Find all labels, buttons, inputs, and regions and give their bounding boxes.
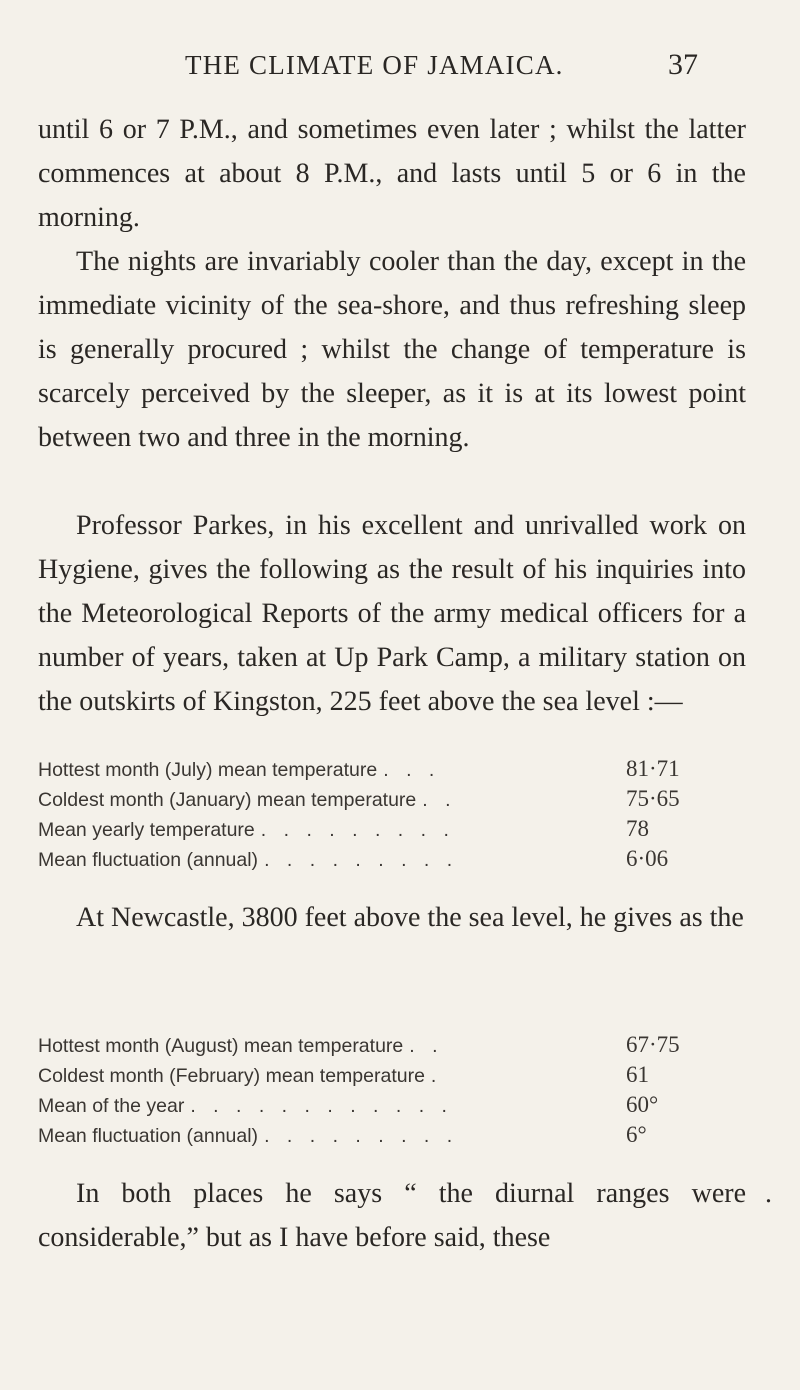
- row-label: Hottest month (July) mean temperature: [38, 759, 378, 781]
- newcastle-temperature-table: [38, 1032, 698, 1152]
- table-row: [38, 816, 698, 846]
- stray-mark: .: [765, 1178, 772, 1209]
- row-label: Hottest month (August) mean temperature: [38, 1035, 404, 1057]
- dot-leader: . . . . . . . . .: [264, 1125, 459, 1147]
- paragraph-continuation: until 6 or 7 P.M., and sometimes even later ; whilst the latter commences at about 8 P.M., and lasts until 5 or 6 in the morning.: [38, 114, 746, 233]
- table-row: [38, 1032, 698, 1062]
- row-label: Coldest month (February) mean temperature: [38, 1065, 425, 1087]
- row-value: 6°: [626, 1122, 647, 1147]
- paragraph-newcastle-text: At Newcastle, 3800 feet above the sea level, he gives as the: [76, 902, 744, 933]
- row-value: 75·65: [626, 786, 680, 811]
- row-label: Mean fluctuation (annual): [38, 1125, 259, 1147]
- paragraph-newcastle: [38, 896, 746, 940]
- running-title: THE CLIMATE OF JAMAICA.: [185, 50, 564, 80]
- page-number: 37: [668, 48, 698, 81]
- dot-leader: . .: [409, 1035, 444, 1057]
- running-head: [0, 50, 800, 90]
- row-value: 81·71: [626, 756, 680, 781]
- paragraph-nights: [38, 240, 746, 460]
- row-label: Mean fluctuation (annual): [38, 849, 259, 871]
- dot-leader: . .: [422, 789, 457, 811]
- table-row: [38, 756, 698, 786]
- table-row: [38, 1122, 698, 1152]
- up-park-temperature-table: [38, 756, 698, 876]
- paragraph-diurnal: [38, 1172, 772, 1260]
- row-value: 61: [626, 1062, 649, 1087]
- paragraph-diurnal-text: In both places he says “ the diurnal ranges were considerable,” but as I have before said, these: [38, 1178, 746, 1253]
- table-row: [38, 786, 698, 816]
- paragraph-nights-text: The nights are invariably cooler than the day, except in the immediate vicinity of the sea-shore, and thus refreshing sleep is generally procured ; whilst the change of temperature is scarcely perceived by the sleeper, as it is at its lowest point between two and three in the morning.: [38, 246, 746, 453]
- paragraph-parkes-text: Professor Parkes, in his excellent and unrivalled work on Hygiene, gives the following as the result of his inquiries into the Meteorological Reports of the army medical officers for a number of years, taken at Up Park Camp, a military station on the outskirts of Kingston, 225 feet above the sea level :—: [38, 510, 746, 717]
- row-label: Mean of the year: [38, 1095, 185, 1117]
- row-value: 78: [626, 816, 649, 841]
- row-value: 60°: [626, 1092, 659, 1117]
- dot-leader: . . . . . . . . . . . .: [190, 1095, 453, 1117]
- dot-leader: . . .: [383, 759, 441, 781]
- row-label: Coldest month (January) mean temperature: [38, 789, 417, 811]
- table-row: [38, 1092, 698, 1122]
- dot-leader: . . . . . . . . .: [260, 819, 455, 841]
- table-row: [38, 846, 698, 876]
- paragraph-parkes: [38, 504, 746, 724]
- dot-leader: . . . . . . . . .: [264, 849, 459, 871]
- dot-leader: .: [430, 1065, 443, 1087]
- row-value: 67·75: [626, 1032, 680, 1057]
- row-label: Mean yearly temperature: [38, 819, 255, 841]
- table-row: [38, 1062, 698, 1092]
- row-value: 6·06: [626, 846, 669, 871]
